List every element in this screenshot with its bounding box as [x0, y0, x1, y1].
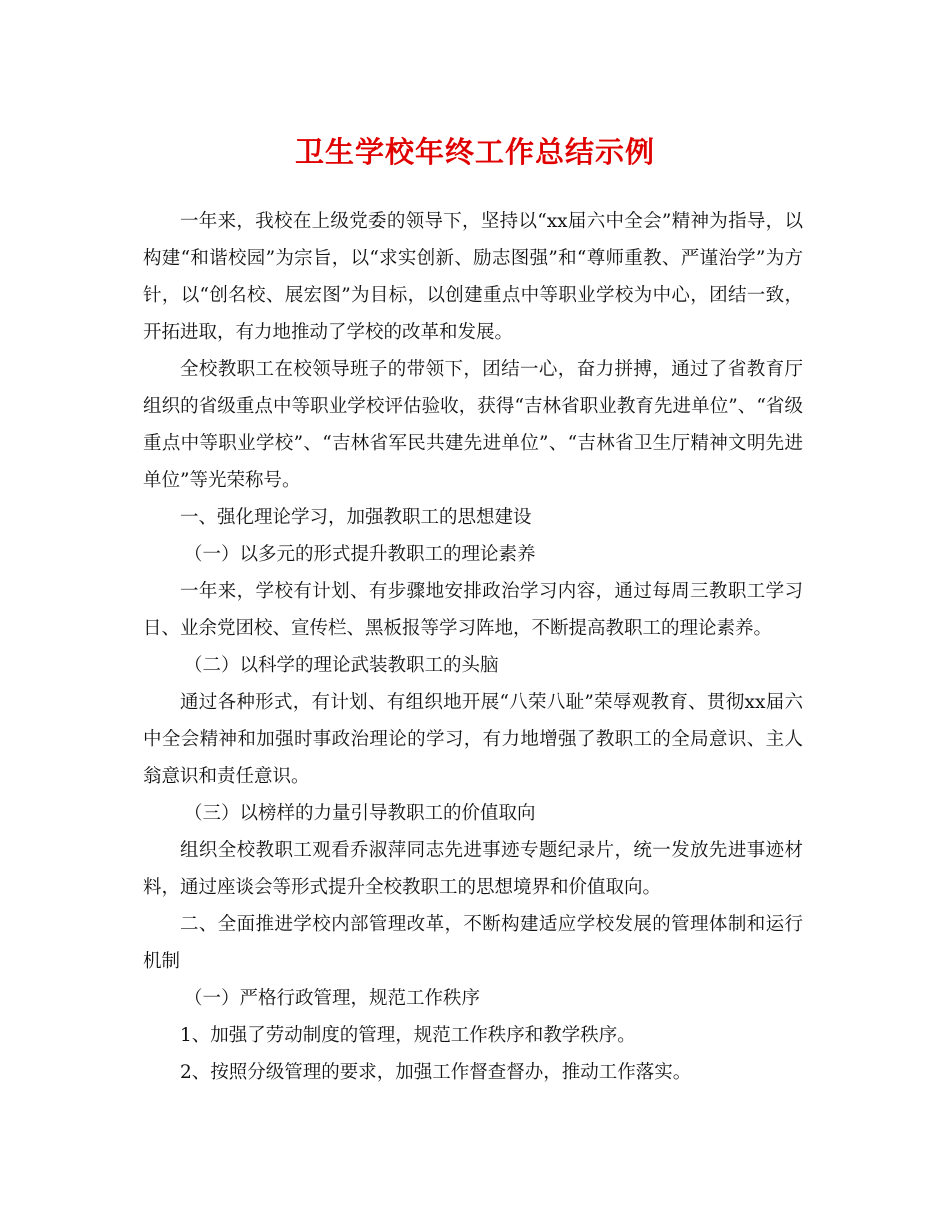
- subsection-heading-1-2: （二）以科学的理论武装教职工的头脑: [184, 655, 499, 676]
- paragraph-theory-study: 一年来，学校有计划、有步骤地安排政治学习内容，通过每周三教职工学习日、业余党团校、宣传栏、黑板报等学习阵地，不断提高教职工的理论素养。: [143, 581, 803, 639]
- subsection-heading-1-3: （三）以榜样的力量引导教职工的价值取向: [184, 803, 536, 824]
- section-heading-2: 二、全面推进学校内部管理改革，不断构建适应学校发展的管理体制和运行机制: [143, 914, 803, 972]
- document-body: [143, 203, 803, 1091]
- paragraph-theory-arm: 通过各种形式，有计划、有组织地开展“八荣八耻”荣辱观教育、贯彻xx届六中全会精神和加强时事政治理论的学习，有力地增强了教职工的全局意识、主人翁意识和责任意识。: [143, 692, 803, 787]
- paragraph-intro: 一年来，我校在上级党委的领导下，坚持以“xx届六中全会”精神为指导，以构建“和谐校园”为宗旨，以“求实创新、励志图强”和“尊师重教、严谨治学”为方针，以“创名校、展宏图”为目标，以创建重点中等职业学校为中心，团结一致，开拓进取，有力地推动了学校的改革和发展。: [143, 211, 803, 343]
- subsection-heading-2-1: （一）严格行政管理，规范工作秩序: [184, 988, 481, 1009]
- subsection-heading-1-1: （一）以多元的形式提升教职工的理论素养: [184, 544, 536, 565]
- paragraph-achievements: 全校教职工在校领导班子的带领下，团结一心，奋力拼搏，通过了省教育厅组织的省级重点中等职业学校评估验收，获得“吉林省职业教育先进单位”、“省级重点中等职业学校”、“吉林省军民共建先进单位”、“吉林省卫生厅精神文明先进单位”等光荣称号。: [143, 359, 803, 491]
- section-heading-1: 一、强化理论学习，加强教职工的思想建设: [180, 507, 532, 528]
- list-item-1: 1、加强了劳动制度的管理，规范工作秩序和教学秩序。: [180, 1025, 636, 1046]
- list-item-2: 2、按照分级管理的要求，加强工作督查督办，推动工作落实。: [180, 1062, 692, 1083]
- paragraph-role-model: 组织全校教职工观看乔淑萍同志先进事迹专题纪录片，统一发放先进事迹材料，通过座谈会等形式提升全校教职工的思想境界和价值取向。: [143, 840, 803, 898]
- document-title: 卫生学校年终工作总结示例: [294, 135, 655, 169]
